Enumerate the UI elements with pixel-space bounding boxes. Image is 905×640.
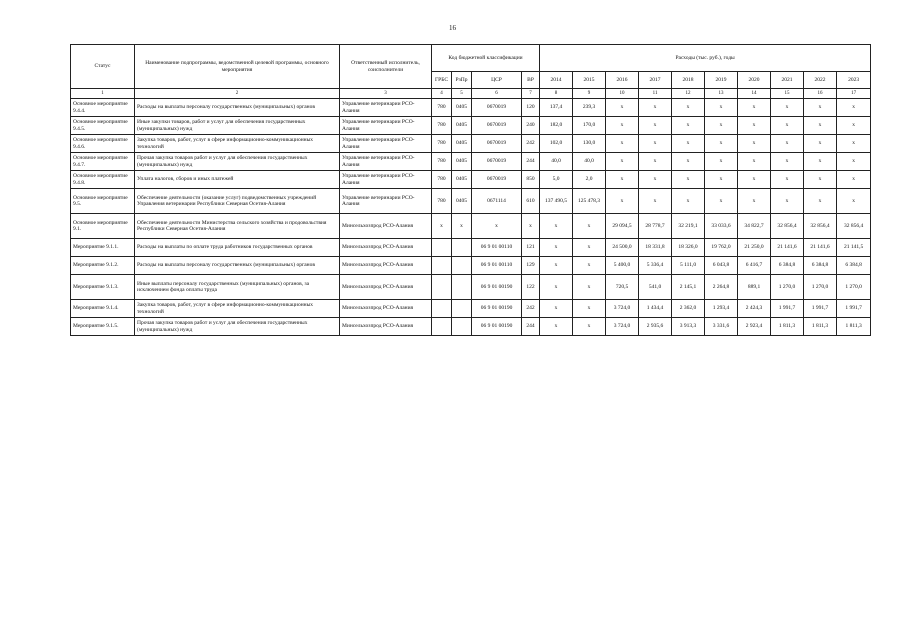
row-value: 1 270,0 xyxy=(771,275,804,300)
row-value: 21 250,0 xyxy=(738,239,771,257)
row-status: Мероприятие 9.1.3. xyxy=(71,275,135,300)
row-value: х xyxy=(771,153,804,171)
page-number: 16 xyxy=(449,24,456,32)
row-name: Обеспечение деятельности Министерства сельского хозяйства и продовольствия Республики Северная Осетия-Алания xyxy=(135,214,340,239)
row-value: х xyxy=(573,275,606,300)
row-value: х xyxy=(639,135,672,153)
row-value: 5 111,0 xyxy=(672,257,705,275)
row-value: х xyxy=(672,153,705,171)
row-value: 40,0 xyxy=(573,153,606,171)
row-grbs: 780 xyxy=(432,153,452,171)
header-year: 2017 xyxy=(639,72,672,89)
table-row xyxy=(71,135,871,153)
row-value: 1 811,3 xyxy=(771,318,804,336)
row-grbs: 780 xyxy=(432,135,452,153)
row-value: 137 490,5 xyxy=(540,189,573,214)
header-year: 2022 xyxy=(804,72,837,89)
header-year: 2015 xyxy=(573,72,606,89)
row-value: х xyxy=(573,257,606,275)
header-year: 2021 xyxy=(771,72,804,89)
row-rzpr xyxy=(452,300,472,318)
row-value: 2,0 xyxy=(573,171,606,189)
row-value: 137,4 xyxy=(540,99,573,117)
row-value: 28 778,7 xyxy=(639,214,672,239)
row-rzpr: 0405 xyxy=(452,189,472,214)
row-vr: 610 xyxy=(522,189,540,214)
row-value: 130,0 xyxy=(573,135,606,153)
header-bk-group: Код бюджетной классификации xyxy=(432,45,540,72)
row-value: х xyxy=(804,117,837,135)
row-status: Мероприятие 9.1.2. xyxy=(71,257,135,275)
row-rzpr: 0405 xyxy=(452,171,472,189)
row-vr: 122 xyxy=(522,275,540,300)
row-value: х xyxy=(573,214,606,239)
row-value: х xyxy=(573,318,606,336)
row-status: Основное мероприятие 9.4.8. xyxy=(71,171,135,189)
table-row xyxy=(71,189,871,214)
row-value: х xyxy=(771,189,804,214)
row-name: Закупка товаров, работ, услуг в сфере информационно-коммуникационных технологий xyxy=(135,300,340,318)
row-executor: Управление ветеринарии РСО-Алания xyxy=(340,189,432,214)
row-grbs xyxy=(432,318,452,336)
row-value: 541,0 xyxy=(639,275,672,300)
row-value: 102,0 xyxy=(540,135,573,153)
row-name: Обеспечение деятельности (оказание услуг) подведомственных учреждений Управления ветеринарии Республики Северная Осетия-Алания xyxy=(135,189,340,214)
row-csr: 06 9 01 00190 xyxy=(472,318,522,336)
row-status: Основное мероприятие 9.5. xyxy=(71,189,135,214)
row-grbs: х xyxy=(432,214,452,239)
header-bk-col: ЦСР xyxy=(472,72,522,89)
header-index: 3 xyxy=(340,89,432,99)
row-value: 2 145,1 xyxy=(672,275,705,300)
row-value: 21 141,6 xyxy=(804,239,837,257)
row-value: х xyxy=(606,153,639,171)
header-index: 11 xyxy=(639,89,672,99)
row-value: х xyxy=(837,171,871,189)
row-value: х xyxy=(738,189,771,214)
row-value: х xyxy=(672,99,705,117)
row-vr: 850 xyxy=(522,171,540,189)
row-vr: 120 xyxy=(522,99,540,117)
row-value: 29 094,5 xyxy=(606,214,639,239)
row-csr: 0670019 xyxy=(472,153,522,171)
row-csr: 0670019 xyxy=(472,117,522,135)
header-index: 12 xyxy=(672,89,705,99)
row-executor: Управление ветеринарии РСО-Алания xyxy=(340,171,432,189)
row-value: х xyxy=(540,275,573,300)
row-value: х xyxy=(606,171,639,189)
row-rzpr xyxy=(452,239,472,257)
row-value: 32 856,4 xyxy=(804,214,837,239)
row-value: х xyxy=(771,135,804,153)
header-index: 10 xyxy=(606,89,639,99)
header-year: 2023 xyxy=(837,72,871,89)
row-value: х xyxy=(705,99,738,117)
row-executor: Минсельхозпрод РСО-Алания xyxy=(340,318,432,336)
row-csr: 0670019 xyxy=(472,171,522,189)
header-index: 2 xyxy=(135,89,340,99)
budget-table xyxy=(70,44,871,336)
row-value: х xyxy=(804,189,837,214)
row-value: х xyxy=(738,99,771,117)
row-grbs: 780 xyxy=(432,99,452,117)
header-bk-col: РзПр xyxy=(452,72,472,89)
row-name: Расходы на выплаты по оплате труда работников государственных органов xyxy=(135,239,340,257)
row-vr: 240 xyxy=(522,117,540,135)
row-vr: х xyxy=(522,214,540,239)
row-value: 3 724,0 xyxy=(606,300,639,318)
row-value: х xyxy=(672,135,705,153)
row-grbs xyxy=(432,275,452,300)
row-value: 1 434,4 xyxy=(639,300,672,318)
row-status: Мероприятие 9.1.5. xyxy=(71,318,135,336)
row-value: х xyxy=(639,189,672,214)
header-index: 8 xyxy=(540,89,573,99)
row-value: 32 856,4 xyxy=(771,214,804,239)
header-bk-col: ГРБС xyxy=(432,72,452,89)
row-value: 1 811,3 xyxy=(837,318,871,336)
row-value: х xyxy=(738,135,771,153)
row-value: х xyxy=(738,153,771,171)
table-row xyxy=(71,318,871,336)
row-value: 239,3 xyxy=(573,99,606,117)
row-value: х xyxy=(639,171,672,189)
row-name: Расходы на выплаты персоналу государственных (муниципальных) органов xyxy=(135,99,340,117)
row-value: 5 336,4 xyxy=(639,257,672,275)
row-vr: 242 xyxy=(522,300,540,318)
row-value: х xyxy=(837,135,871,153)
row-value: х xyxy=(804,99,837,117)
header-expenses-group: Расходы (тыс. руб.), годы xyxy=(540,45,871,72)
row-value: 21 141,5 xyxy=(837,239,871,257)
row-vr: 244 xyxy=(522,318,540,336)
row-value: 1 811,3 xyxy=(804,318,837,336)
row-value: 21 141,6 xyxy=(771,239,804,257)
row-value: х xyxy=(540,318,573,336)
header-year: 2014 xyxy=(540,72,573,89)
row-value: 2 935,6 xyxy=(639,318,672,336)
row-value: 720,5 xyxy=(606,275,639,300)
row-status: Мероприятие 9.1.1. xyxy=(71,239,135,257)
row-grbs: 780 xyxy=(432,189,452,214)
row-value: 5 400,0 xyxy=(606,257,639,275)
row-value: х xyxy=(606,189,639,214)
row-grbs xyxy=(432,257,452,275)
header-status: Статус xyxy=(71,45,135,89)
header-bk-col: ВР xyxy=(522,72,540,89)
row-value: х xyxy=(606,135,639,153)
row-executor: Управление ветеринарии РСО-Алания xyxy=(340,117,432,135)
row-rzpr: х xyxy=(452,214,472,239)
row-name: Иные закупки товаров, работ и услуг для обеспечения государственных (муниципальных) нужд xyxy=(135,117,340,135)
table-row xyxy=(71,214,871,239)
header-name: Наименование подпрограммы, ведомственной целевой программы, основного мероприятия xyxy=(135,45,340,89)
row-value: 1 270,0 xyxy=(837,275,871,300)
row-csr: 06 9 01 00190 xyxy=(472,275,522,300)
row-executor: Минсельхозпрод РСО-Алания xyxy=(340,257,432,275)
row-value: 32 219,1 xyxy=(672,214,705,239)
row-value: х xyxy=(705,135,738,153)
row-value: 889,1 xyxy=(738,275,771,300)
row-value: х xyxy=(573,239,606,257)
row-status: Мероприятие 9.1.4. xyxy=(71,300,135,318)
row-value: 3 913,3 xyxy=(672,318,705,336)
row-value: 1 270,0 xyxy=(804,275,837,300)
row-value: х xyxy=(738,171,771,189)
row-csr: 0670019 xyxy=(472,99,522,117)
row-value: 1 991,7 xyxy=(771,300,804,318)
header-index: 6 xyxy=(472,89,522,99)
row-value: х xyxy=(639,153,672,171)
row-grbs: 780 xyxy=(432,171,452,189)
row-value: х xyxy=(639,99,672,117)
header-index: 1 xyxy=(71,89,135,99)
row-csr: 06 9 01 00190 xyxy=(472,300,522,318)
row-value: х xyxy=(672,117,705,135)
row-value: 125 478,3 xyxy=(573,189,606,214)
row-value: 40,0 xyxy=(540,153,573,171)
row-vr: 242 xyxy=(522,135,540,153)
row-name: Уплата налогов, сборов и иных платежей xyxy=(135,171,340,189)
header-index: 5 xyxy=(452,89,472,99)
row-name: Прочая закупка товаров работ и услуг для обеспечения государственных (муниципальных) нужд xyxy=(135,153,340,171)
row-value: х xyxy=(606,117,639,135)
header-index: 16 xyxy=(804,89,837,99)
row-rzpr: 0405 xyxy=(452,99,472,117)
table-row xyxy=(71,171,871,189)
header-year: 2018 xyxy=(672,72,705,89)
row-executor: Минсельхозпрод РСО-Алания xyxy=(340,275,432,300)
table-row xyxy=(71,153,871,171)
table-row xyxy=(71,117,871,135)
row-value: 6 043,8 xyxy=(705,257,738,275)
header-index: 9 xyxy=(573,89,606,99)
row-value: 182,0 xyxy=(540,117,573,135)
row-value: 32 856,4 xyxy=(837,214,871,239)
row-value: х xyxy=(705,189,738,214)
row-status: Основное мероприятие 9.4.6. xyxy=(71,135,135,153)
header-index: 4 xyxy=(432,89,452,99)
row-executor: Управление ветеринарии РСО-Алания xyxy=(340,135,432,153)
table-row xyxy=(71,257,871,275)
row-value: х xyxy=(705,153,738,171)
row-status: Основное мероприятие 9.4.5. xyxy=(71,117,135,135)
row-value: х xyxy=(606,99,639,117)
header-index: 13 xyxy=(705,89,738,99)
row-value: 170,0 xyxy=(573,117,606,135)
table-row xyxy=(71,99,871,117)
row-value: 2 362,0 xyxy=(672,300,705,318)
row-value: 3 724,0 xyxy=(606,318,639,336)
header-year: 2020 xyxy=(738,72,771,89)
row-value: х xyxy=(738,117,771,135)
row-value: х xyxy=(771,117,804,135)
row-value: 6 416,7 xyxy=(738,257,771,275)
row-name: Закупка товаров, работ, услуг в сфере информационно-коммуникационных технологий xyxy=(135,135,340,153)
row-value: х xyxy=(837,99,871,117)
row-csr: 06 9 01 00110 xyxy=(472,257,522,275)
table-row xyxy=(71,275,871,300)
row-vr: 121 xyxy=(522,239,540,257)
row-name: Иные выплаты персоналу государственных (муниципальных) органов, за исключением фонда оплаты труда xyxy=(135,275,340,300)
row-value: х xyxy=(804,171,837,189)
row-value: 3 331,6 xyxy=(705,318,738,336)
row-executor: Минсельхозпрод РСО-Алания xyxy=(340,239,432,257)
row-value: х xyxy=(705,117,738,135)
header-year: 2016 xyxy=(606,72,639,89)
row-value: 18 331,8 xyxy=(639,239,672,257)
row-rzpr: 0405 xyxy=(452,117,472,135)
row-value: 34 822,7 xyxy=(738,214,771,239)
header-index: 17 xyxy=(837,89,871,99)
header-year: 2019 xyxy=(705,72,738,89)
row-value: х xyxy=(540,300,573,318)
row-rzpr xyxy=(452,257,472,275)
row-value: х xyxy=(705,171,738,189)
row-vr: 129 xyxy=(522,257,540,275)
header-executor: Ответственный исполнитель, соисполнители xyxy=(340,45,432,89)
row-executor: Управление ветеринарии РСО-Алания xyxy=(340,153,432,171)
row-grbs xyxy=(432,300,452,318)
row-value: 18 326,0 xyxy=(672,239,705,257)
row-value: 19 762,0 xyxy=(705,239,738,257)
row-value: х xyxy=(573,300,606,318)
row-csr: 0671114 xyxy=(472,189,522,214)
header-index: 15 xyxy=(771,89,804,99)
row-value: х xyxy=(771,99,804,117)
row-csr: х xyxy=(472,214,522,239)
row-value: 5,0 xyxy=(540,171,573,189)
row-rzpr xyxy=(452,318,472,336)
row-value: х xyxy=(540,239,573,257)
row-vr: 244 xyxy=(522,153,540,171)
row-rzpr xyxy=(452,275,472,300)
row-value: 6 384,8 xyxy=(804,257,837,275)
row-status: Основное мероприятие 9.1. xyxy=(71,214,135,239)
row-value: 24 500,0 xyxy=(606,239,639,257)
row-value: 1 293,4 xyxy=(705,300,738,318)
row-value: х xyxy=(540,257,573,275)
table-row xyxy=(71,300,871,318)
row-value: х xyxy=(804,135,837,153)
row-value: 6 384,8 xyxy=(837,257,871,275)
row-executor: Минсельхозпрод РСО-Алания xyxy=(340,300,432,318)
row-executor: Управление ветеринарии РСО-Алания xyxy=(340,99,432,117)
row-status: Основное мероприятие 9.4.4. xyxy=(71,99,135,117)
row-value: х xyxy=(804,153,837,171)
row-value: 2 264,8 xyxy=(705,275,738,300)
table-row xyxy=(71,239,871,257)
header-index: 7 xyxy=(522,89,540,99)
row-value: х xyxy=(837,153,871,171)
row-grbs xyxy=(432,239,452,257)
row-value: х xyxy=(771,171,804,189)
row-value: 2 424,3 xyxy=(738,300,771,318)
row-csr: 06 9 01 00110 xyxy=(472,239,522,257)
row-rzpr: 0405 xyxy=(452,135,472,153)
row-value: х xyxy=(837,189,871,214)
row-name: Расходы на выплаты персоналу государственных (муниципальных) органов xyxy=(135,257,340,275)
row-csr: 0670019 xyxy=(472,135,522,153)
row-value: 33 033,6 xyxy=(705,214,738,239)
row-rzpr: 0405 xyxy=(452,153,472,171)
row-status: Основное мероприятие 9.4.7. xyxy=(71,153,135,171)
row-value: 1 991,7 xyxy=(837,300,871,318)
row-grbs: 780 xyxy=(432,117,452,135)
row-value: х xyxy=(672,189,705,214)
row-value: 2 923,4 xyxy=(738,318,771,336)
row-value: х xyxy=(540,214,573,239)
row-value: х xyxy=(837,117,871,135)
row-name: Прочая закупка товаров работ и услуг для обеспечения государственных (муниципальных) нужд xyxy=(135,318,340,336)
row-value: 6 384,8 xyxy=(771,257,804,275)
header-index: 14 xyxy=(738,89,771,99)
row-value: х xyxy=(639,117,672,135)
row-value: 1 991,7 xyxy=(804,300,837,318)
row-executor: Минсельхозпрод РСО-Алания xyxy=(340,214,432,239)
row-value: х xyxy=(672,171,705,189)
